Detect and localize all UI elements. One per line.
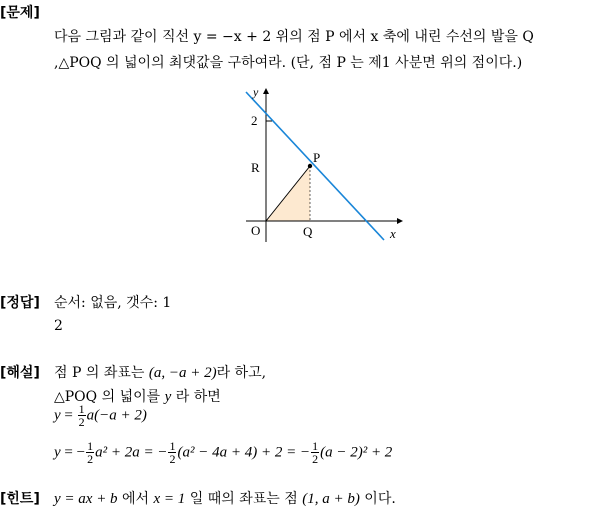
problem-label: [문제]	[0, 5, 40, 21]
fraction-half: $\frac{1}{2}$	[169, 439, 176, 466]
fraction-half: $\frac{1}{2}$	[312, 439, 319, 466]
fraction-half: $\frac{1}{2}$	[87, 439, 94, 466]
hint-label: [힌트]	[0, 491, 40, 507]
answer-line-1: 순서: 없음, 갯수: 1	[54, 295, 172, 311]
y-axis-arrow	[263, 88, 269, 94]
point-o-label: O	[251, 223, 261, 238]
graph-figure	[240, 84, 405, 244]
solution-eq-1: y = $\frac{1}{2}$ a(−a + 2)	[54, 402, 147, 429]
solution-label: [해설]	[0, 365, 40, 381]
fraction-half: $\frac{1}{2}$	[78, 402, 85, 429]
point-p-label: P	[313, 150, 321, 165]
solution-line-1: 점 P 의 좌표는 (a, −a + 2)라 하고,	[54, 365, 267, 381]
y-axis-label: y	[253, 85, 259, 99]
hint-line: y = ax + b 에서 x = 1 일 때의 좌표는 점 (1, a + b) 이다.	[54, 491, 396, 507]
line-y-neg-x-plus-2	[246, 92, 384, 240]
problem-line-1: 다음 그림과 같이 직선 y = −x + 2 위의 점 P 에서 x 축에 내린 수선의 발을 Q	[54, 29, 534, 45]
answer-label: [정답]	[0, 295, 40, 311]
solution-eq-2: y = − $\frac{1}{2}$ a² + 2a = − $\frac{1}{2}$ (a² − 4a + 4) + 2 = − $\frac{1}{2}$ (a − 2)² + 2	[54, 439, 393, 466]
x-axis-arrow	[397, 218, 403, 224]
answer-line-2: 2	[54, 318, 63, 334]
tick-label-2: 2	[251, 113, 258, 128]
problem-line-2: ,△POQ 의 넓이의 최댓값을 구하여라. (단, 점 P 는 제1 사분면 위의 점이다.)	[54, 55, 523, 71]
x-axis-label: x	[390, 226, 396, 241]
point-p-dot	[308, 164, 312, 168]
point-q-label: Q	[303, 224, 313, 239]
solution-line-2: △POQ 의 넓이를 y 라 하면	[54, 389, 221, 405]
point-r-label: R	[251, 160, 260, 175]
